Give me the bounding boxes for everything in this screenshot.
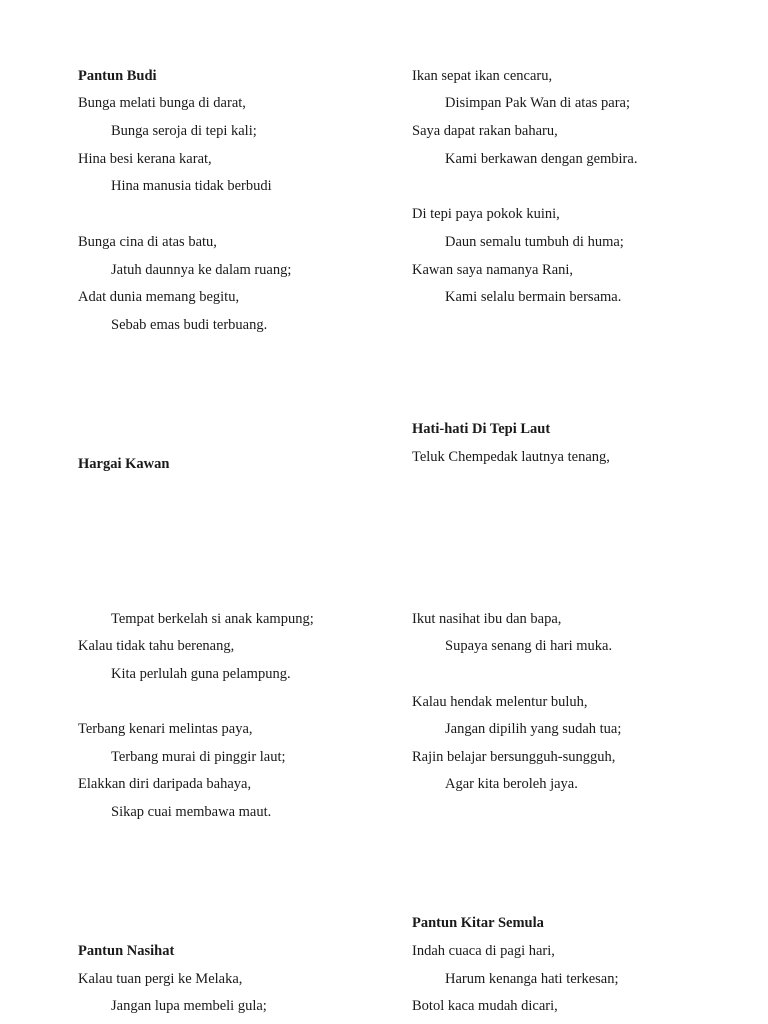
poem-line: Ikan sepat ikan cencaru, [412,68,553,84]
poem-line: Kalau hendak melentur buluh, [412,694,588,710]
poem-line: Bunga seroja di tepi kali; [111,123,257,139]
poem-title: Pantun Nasihat [78,943,175,959]
poem-line: Adat dunia memang begitu, [78,289,240,305]
poem-line: Jangan lupa membeli gula; [111,998,267,1014]
poem-title: Hati-hati Di Tepi Laut [412,421,551,437]
poem-line: Kalau tuan pergi ke Melaka, [78,971,243,987]
poem-line: Kawan saya namanya Rani, [412,262,574,278]
poem-line: Sikap cuai membawa maut. [111,804,272,820]
poem-title: Pantun Budi [78,68,157,84]
poem-line: Supaya senang di hari muka. [445,638,613,654]
poem-line: Terbang kenari melintas paya, [78,721,253,737]
poem-line: Elakkan diri daripada bahaya, [78,776,252,792]
poem-line: Rajin belajar bersungguh-sungguh, [412,749,616,765]
poem-line: Jangan dipilih yang sudah tua; [445,721,622,737]
poem-line: Kita perlulah guna pelampung. [111,666,291,682]
poem-line: Ikut nasihat ibu dan bapa, [412,611,562,627]
poem-line: Terbang murai di pinggir laut; [111,749,286,765]
poem-line: Teluk Chempedak lautnya tenang, [412,449,610,465]
poem-line: Indah cuaca di pagi hari, [412,943,555,959]
poem-line: Kami berkawan dengan gembira. [445,151,638,167]
poem-line: Saya dapat rakan baharu, [412,123,558,139]
poem-line: Bunga cina di atas batu, [78,234,217,250]
poem-line: Harum kenanga hati terkesan; [445,971,619,987]
poem-line: Jatuh daunnya ke dalam ruang; [111,262,292,278]
poem-line: Hina manusia tidak berbudi [111,178,272,194]
poem-line: Kami selalu bermain bersama. [445,289,622,305]
poem-line: Daun semalu tumbuh di huma; [445,234,624,250]
poem-line: Di tepi paya pokok kuini, [412,206,560,222]
poem-line: Agar kita beroleh jaya. [445,776,578,792]
poem-title: Pantun Kitar Semula [412,915,544,931]
poem-line: Kalau tidak tahu berenang, [78,638,235,654]
poem-line: Sebab emas budi terbuang. [111,317,268,333]
poem-line: Disimpan Pak Wan di atas para; [445,95,631,111]
poem-line: Tempat berkelah si anak kampung; [111,611,314,627]
poem-line: Hina besi kerana karat, [78,151,212,167]
poem-line: Botol kaca mudah dicari, [412,998,558,1014]
poem-line: Bunga melati bunga di darat, [78,95,246,111]
poem-title: Hargai Kawan [78,456,170,472]
